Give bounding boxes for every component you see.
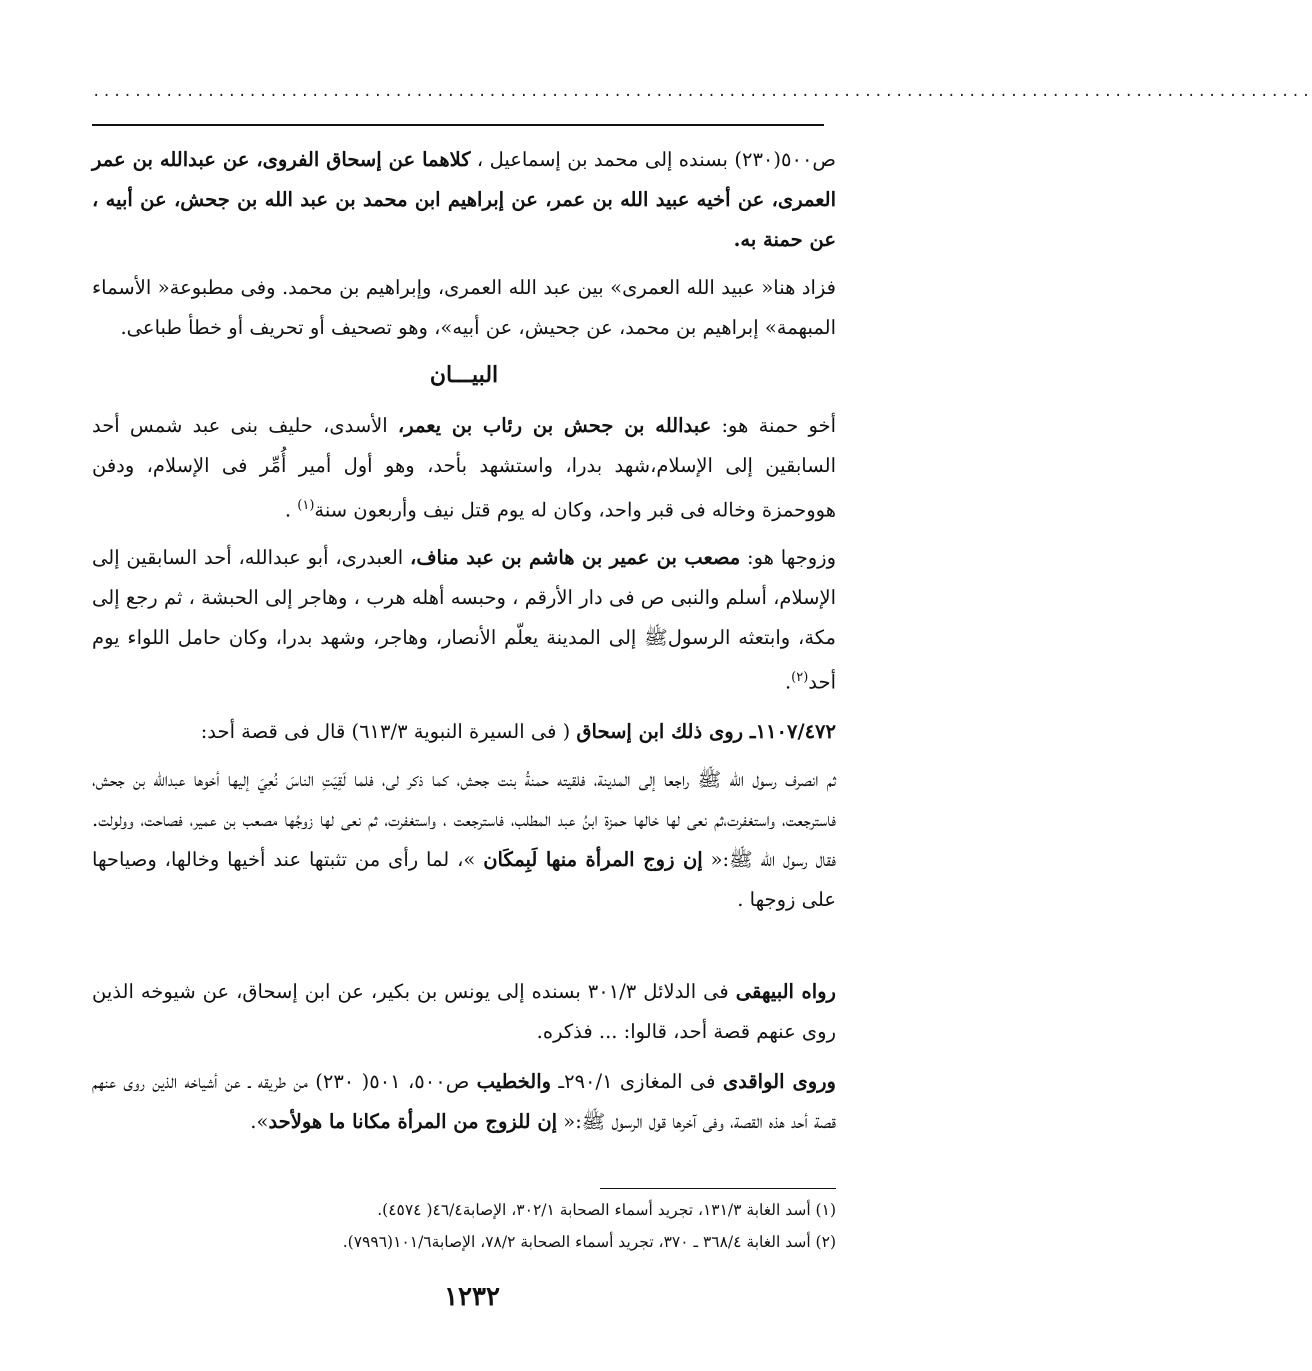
para3-text-2: الأسدى، حليف بنى عبد شمس أحد السابقين إلى الإسلام،شهد بدرا، واستشهد بأحد، وهو أول أمير أُمِّر فى الإسلام، ودفن هووحمزة وخاله فى قبر واحد، وكان له يوم قتل نيف وأربعون سنة: [92, 414, 836, 522]
paragraph-husband: [92, 538, 836, 703]
page-number: ١٢٣٢: [444, 1282, 500, 1312]
footnote-ref-1: (١): [297, 498, 315, 513]
para3-text-1: أخو حمنة هو:: [711, 414, 836, 437]
para1-text: ص٥٠٠(٢٣٠) بسنده إلى محمد بن إسماعيل ،: [470, 148, 836, 171]
para7-text: فى الدلائل ٣٠١/٣ بسنده إلى يونس بن بكير، عن ابن إسحاق، عن شيوخه الذين روى عنهم قصة أحد، قالوا: ... فذكره.: [92, 980, 836, 1043]
footnote-2: (٢) أسد الغابة ٣٦٨/٤ ـ ٣٧٠، تجريد أسماء الصحابة ٧٨/٢، الإصابة١٠١/٦(٧٩٩٦).: [342, 1233, 836, 1251]
para4-text-1: وزوجها هو:: [740, 546, 837, 569]
para2-text: فزاد هنا« عبيد الله العمرى» بين عبد الله العمرى، وإبراهيم بن محمد. وفى مطبوعة« الأسماء المبهمة» إبراهيم بن محمد، عن جحيش، عن أبيه»، وهو تصحيف أو تحريف أو خطأ طباعى.: [92, 276, 836, 339]
para4-bold-name: مصعب بن عمير بن هاشم بن عبد مناف،: [410, 546, 741, 569]
para4-text-3: .: [784, 670, 792, 694]
para4-text-2: العبدرى، أبو عبدالله، أحد السابقين إلى الإسلام، أسلم والنبى ص فى دار الأرقم ، وحبسه أهله هرب ، وهاجر إلى الحبشة ، ثم رجع إلى مكة، وابتعثه الرسولﷺ إلى المدينة يعلّم الأنصار، وهاجر، وشهد بدرا، وكان حامل اللواء يوم أحد: [92, 546, 836, 694]
para8-text-1: فى المغازى ٢٩٠/١ـ: [551, 1070, 723, 1093]
para3-text-3: .: [284, 498, 298, 522]
para6-bold-quote: إن زوج المرأة منها لَبِمكَان: [483, 848, 703, 871]
dotted-separator: .....................................................................................................................: [92, 84, 1312, 100]
hadith-number-bold: ١١٠٧/٤٧٢ـ روى ذلك ابن إسحاق: [576, 720, 836, 743]
paragraph-narration: [92, 760, 836, 920]
footnote-1: (١) أسد الغابة ١٣١/٣، تجريد أسماء الصحابة ٣٠٢/١، الإصابة٤٦/٤( ٤٥٧٤).: [377, 1201, 836, 1219]
para6-text-1: ثم انصرف رسول الله ﷺ راجعا إلى المدينة، فلقيته حمنةُ بنت جحش، كما ذكر لى، فلما لَقِيَتِ الناسَ نُعِيَ إليها أخوها عبدالله بن جحش، فاسترجعت، واستغفرت،ثم نعى لها خالها حمزة ابنُ عبد المطلب، فاسترجعت ، واستغفرت، ثم نعى لها زوجُها مصعب بن عمير، فصاحت، وولولت. فقال رسول الله ﷺ:«: [92, 768, 836, 871]
para8-text-3: ».: [250, 1110, 269, 1133]
para8-bold-3: إن للزوج من المرأة مكانا ما هولأحد: [268, 1110, 558, 1133]
para3-bold-name: عبدالله بن جحش بن رئاب بن يعمر،: [397, 414, 712, 437]
para8-bold-2: والخطيب: [476, 1070, 552, 1093]
footnote-ref-2: (٢): [791, 670, 809, 685]
top-rule: [92, 124, 824, 126]
paragraph-brother: [92, 406, 836, 531]
paragraph-hadith-number: [92, 712, 836, 752]
para8-text-2: ص٥٠٠، ٥٠١( ٢٣٠) من طريقه ـ عن أشياخه الذين روى عنهم قصة أحد هذه القصة، وفى آخرها قول الرسول ﷺ:«: [92, 1070, 836, 1133]
paragraph-note-addition: [92, 268, 836, 348]
para7-bold: رواه البيهقى: [735, 980, 836, 1003]
section-heading: البيـــان: [429, 362, 499, 388]
para5-text: ( فى السيرة النبوية ٦١٣/٣) قال فى قصة أحد:: [200, 720, 577, 743]
footnote-rule: [600, 1188, 836, 1189]
paragraph-waqidi: [92, 1062, 836, 1142]
paragraph-isnad-continuation: [92, 140, 836, 260]
paragraph-bayhaqi: [92, 972, 836, 1052]
para8-bold-1: وروى الواقدى: [722, 1070, 836, 1093]
para1-bold: كلاهما عن إسحاق الفروى، عن عبدالله بن عمر العمرى، عن أخيه عبيد الله بن عمر، عن إبراهيم ابن محمد بن عبد الله بن جحش، عن أبيه ، عن حمنة به.: [92, 148, 836, 251]
para6-text-2: »، لما رأى من تثبتها عند أخيها وخالها، وصياحها على زوجها .: [92, 848, 836, 911]
